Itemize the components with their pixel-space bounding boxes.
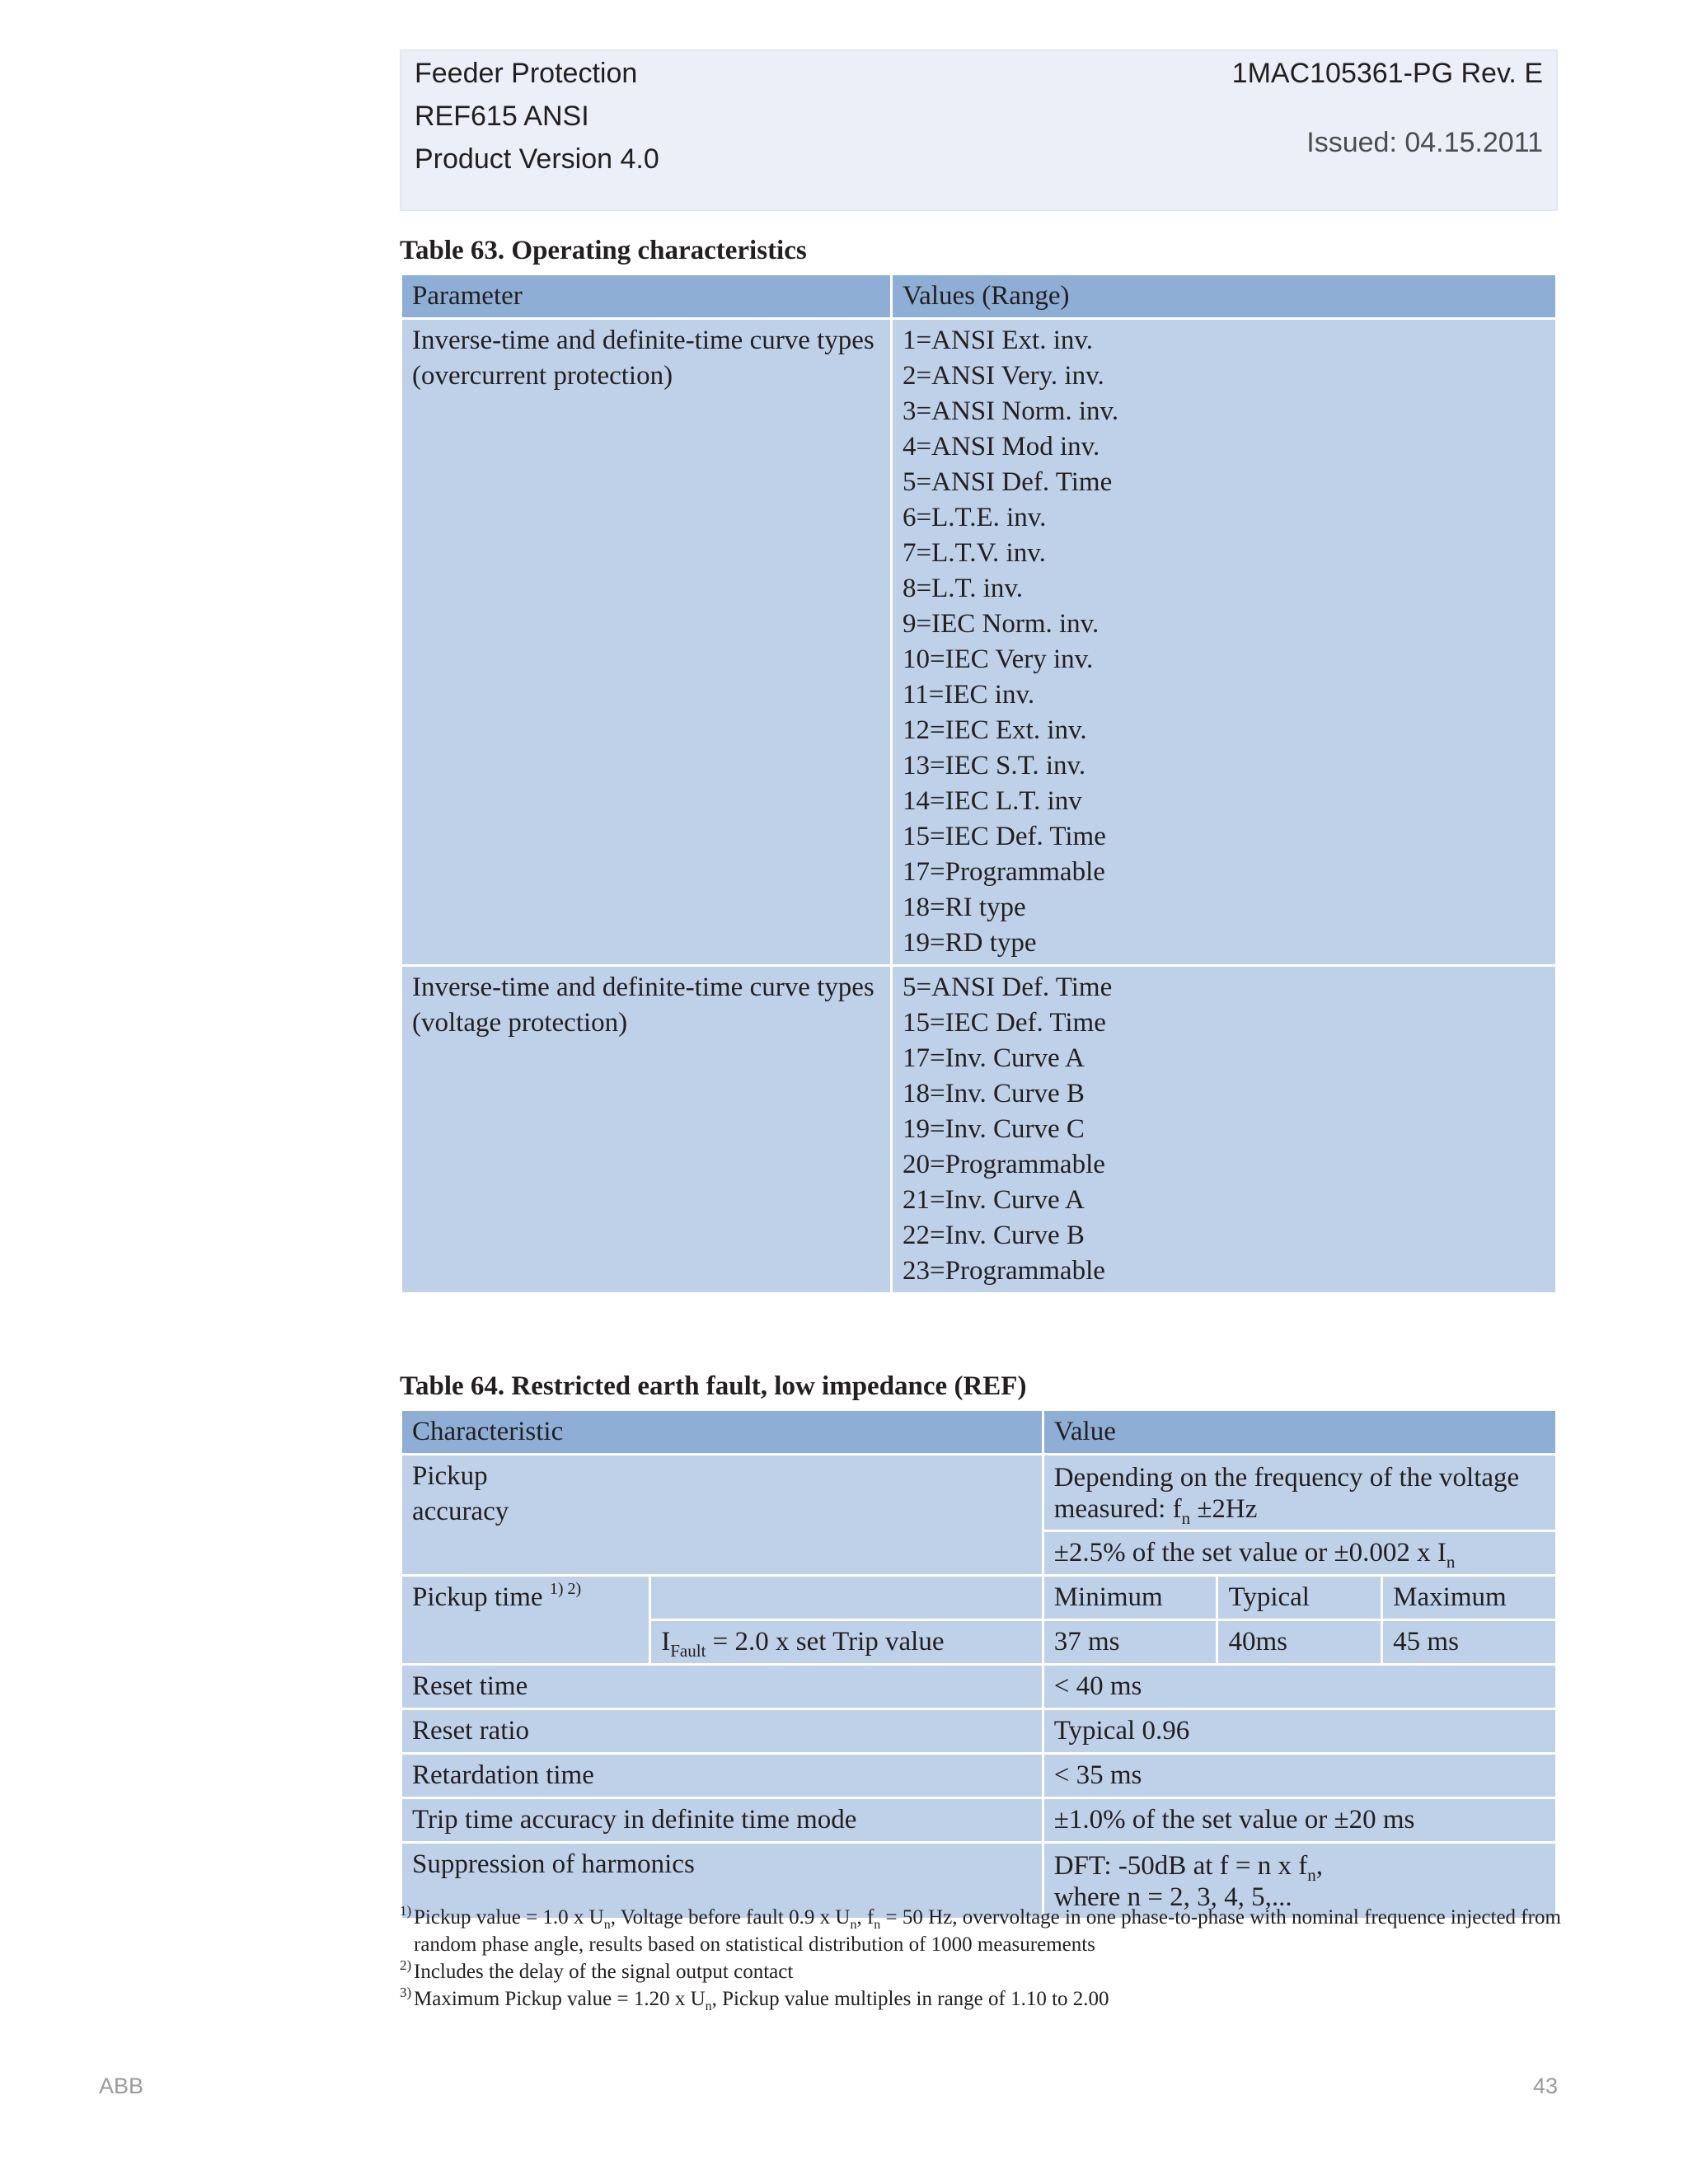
value-line: 3=ANSI Norm. inv. xyxy=(903,396,1119,426)
value-text: ±2Hz xyxy=(1190,1494,1258,1524)
table-header-row xyxy=(401,1410,1557,1455)
parameter-line: (voltage protection) xyxy=(412,1008,628,1038)
page-number: 43 xyxy=(1532,2074,1558,2098)
footnote-marker: 3) xyxy=(400,1985,412,2000)
trip-time-accuracy-value: ±1.0% of the set value or ±20 ms xyxy=(1043,1798,1556,1843)
table-row xyxy=(401,966,1557,1294)
table-row xyxy=(401,1754,1557,1798)
subscript: n xyxy=(1307,1865,1316,1885)
table-row xyxy=(401,319,1557,966)
value-text: , xyxy=(1315,1851,1323,1881)
value-line: 4=ANSI Mod inv. xyxy=(903,432,1100,462)
retardation-time-value: < 35 ms xyxy=(1043,1754,1556,1798)
value-line: 22=Inv. Curve B xyxy=(903,1221,1085,1250)
footer-brand: ABB xyxy=(99,2074,144,2098)
table-row xyxy=(401,1709,1557,1754)
value-line: 12=IEC Ext. inv. xyxy=(903,715,1087,745)
pickup-time-typical-header: Typical xyxy=(1217,1576,1382,1620)
table-64-caption: Table 64. Restricted earth fault, low impedance (REF) xyxy=(400,1371,1027,1401)
value-line: where n = 2, 3, 4, 5,... xyxy=(1053,1882,1292,1912)
value-line: 18=Inv. Curve B xyxy=(903,1079,1085,1108)
subscript: n xyxy=(850,1918,857,1932)
value-line: 14=IEC L.T. inv xyxy=(903,786,1082,816)
pickup-time-min-header: Minimum xyxy=(1043,1576,1217,1620)
footnote-1 xyxy=(400,1904,1562,1958)
value-line: 21=Inv. Curve A xyxy=(903,1185,1085,1215)
operating-characteristics-table xyxy=(400,273,1558,1295)
footnote-marker: 2) xyxy=(400,1957,412,1973)
value-line: 5=ANSI Def. Time xyxy=(903,972,1113,1002)
footnote-text: , Voltage before fault 0.9 x U xyxy=(610,1906,851,1929)
superscript: 1) 2) xyxy=(549,1580,582,1598)
footnote-2 xyxy=(400,1958,1562,1985)
footnotes xyxy=(400,1904,1562,2013)
pickup-time-min: 37 ms xyxy=(1043,1620,1217,1665)
value-line: 23=Programmable xyxy=(903,1256,1105,1286)
footnote-text: = 50 Hz, overvoltage in one phase-to-phase with nominal frequence injected from xyxy=(880,1906,1561,1929)
value-line: 2=ANSI Very. inv. xyxy=(903,361,1104,391)
footnote-text: Maximum Pickup value = 1.20 x U xyxy=(414,1988,706,2010)
value-line: 20=Programmable xyxy=(903,1150,1105,1179)
table-row xyxy=(401,1798,1557,1843)
pickup-accuracy-value xyxy=(1043,1531,1556,1576)
value-text: measured: f xyxy=(1053,1494,1182,1524)
value-line: 1=ANSI Ext. inv. xyxy=(903,326,1093,355)
column-header-parameter: Parameter xyxy=(401,274,892,319)
label-line: accuracy xyxy=(412,1497,509,1526)
trip-time-accuracy-label: Trip time accuracy in definite time mode xyxy=(401,1798,1043,1843)
parameter-line: Inverse-time and definite-time curve types xyxy=(412,326,874,355)
pickup-time-max: 45 ms xyxy=(1382,1620,1557,1665)
pickup-time-label xyxy=(401,1576,650,1665)
value-text: I xyxy=(661,1627,671,1657)
value-line: 13=IEC S.T. inv. xyxy=(903,751,1086,780)
parameter-cell xyxy=(401,319,892,966)
values-cell xyxy=(892,319,1557,966)
value-line: 15=IEC Def. Time xyxy=(903,822,1106,851)
parameter-cell xyxy=(401,966,892,1294)
values-cell xyxy=(892,966,1557,1294)
reset-time-label: Reset time xyxy=(401,1665,1043,1709)
footnote-text: , Pickup value multiples in range of 1.10 to 2.00 xyxy=(711,1988,1109,2010)
value-line: 18=RI type xyxy=(903,893,1026,922)
value-text: ±2.5% of the set value or ±0.002 x I xyxy=(1053,1538,1447,1568)
subscript: n xyxy=(603,1918,611,1932)
subscript: n xyxy=(1446,1552,1456,1572)
column-header-characteristic: Characteristic xyxy=(401,1410,1043,1455)
value-line: 7=L.T.V. inv. xyxy=(903,538,1046,568)
value-line: 6=L.T.E. inv. xyxy=(903,503,1047,532)
pickup-accuracy-frequency-value xyxy=(1043,1455,1556,1531)
header-product-family: Feeder Protection xyxy=(415,58,638,89)
column-header-value: Value xyxy=(1043,1410,1556,1455)
pickup-accuracy-label xyxy=(401,1455,1043,1576)
label-text: Pickup time xyxy=(412,1582,550,1612)
pickup-time-max-header: Maximum xyxy=(1382,1576,1557,1620)
value-line: 8=L.T. inv. xyxy=(903,574,1024,603)
value-line xyxy=(1053,1850,1545,1885)
table-row xyxy=(401,1576,1557,1620)
retardation-time-label: Retardation time xyxy=(401,1754,1043,1798)
reset-ratio-value: Typical 0.96 xyxy=(1043,1709,1556,1754)
footnote-text: Pickup value = 1.0 x U xyxy=(414,1906,604,1929)
subscript: n xyxy=(705,1999,712,2013)
value-line: Depending on the frequency of the voltage xyxy=(1053,1463,1520,1493)
value-line: 19=RD type xyxy=(903,928,1037,958)
reset-time-value: < 40 ms xyxy=(1043,1665,1556,1709)
parameter-line: Inverse-time and definite-time curve types xyxy=(412,972,874,1002)
footnote-marker: 1) xyxy=(400,1903,412,1919)
subscript: n xyxy=(874,1918,881,1932)
table-header-row xyxy=(401,274,1557,319)
subscript: n xyxy=(1181,1508,1191,1528)
value-text: = 2.0 x set Trip value xyxy=(706,1627,945,1657)
value-text: DFT: -50dB at f = n x f xyxy=(1053,1851,1308,1881)
empty-cell xyxy=(650,1576,1043,1620)
value-line: 17=Inv. Curve A xyxy=(903,1043,1085,1073)
value-line: 11=IEC inv. xyxy=(903,680,1035,710)
header-product-version: Product Version 4.0 xyxy=(415,143,659,175)
label-line: Pickup xyxy=(412,1461,488,1491)
suppression-of-harmonics-label: Suppression of harmonics xyxy=(401,1843,1043,1919)
document-header xyxy=(400,49,1558,211)
value-line: 15=IEC Def. Time xyxy=(903,1008,1106,1038)
subscript: Fault xyxy=(670,1641,706,1661)
table-row xyxy=(401,1665,1557,1709)
header-product-name: REF615 ANSI xyxy=(415,101,589,132)
value-line: 9=IEC Norm. inv. xyxy=(903,609,1100,639)
value-line: 10=IEC Very inv. xyxy=(903,644,1094,674)
pickup-time-typical: 40ms xyxy=(1217,1620,1382,1665)
parameter-line: (overcurrent protection) xyxy=(412,361,673,391)
table-row xyxy=(401,1455,1557,1531)
footnote-text: random phase angle, results based on statistical distribution of 1000 measurements xyxy=(414,1933,1095,1956)
header-issued-date: Issued: 04.15.2011 xyxy=(1306,127,1543,158)
pickup-time-condition xyxy=(650,1620,1043,1665)
table-63-caption: Table 63. Operating characteristics xyxy=(400,236,807,265)
reset-ratio-label: Reset ratio xyxy=(401,1709,1043,1754)
value-line: 17=Programmable xyxy=(903,857,1105,887)
value-line: 5=ANSI Def. Time xyxy=(903,467,1113,497)
restricted-earth-fault-table xyxy=(400,1408,1558,1920)
value-line xyxy=(1053,1493,1545,1528)
footnote-3 xyxy=(400,1985,1562,2013)
header-document-id: 1MAC105361-PG Rev. E xyxy=(1231,58,1543,89)
footnote-text: , f xyxy=(856,1906,874,1929)
column-header-values: Values (Range) xyxy=(892,274,1557,319)
value-line: 19=Inv. Curve C xyxy=(903,1114,1085,1144)
footnote-text: Includes the delay of the signal output contact xyxy=(414,1961,794,1983)
